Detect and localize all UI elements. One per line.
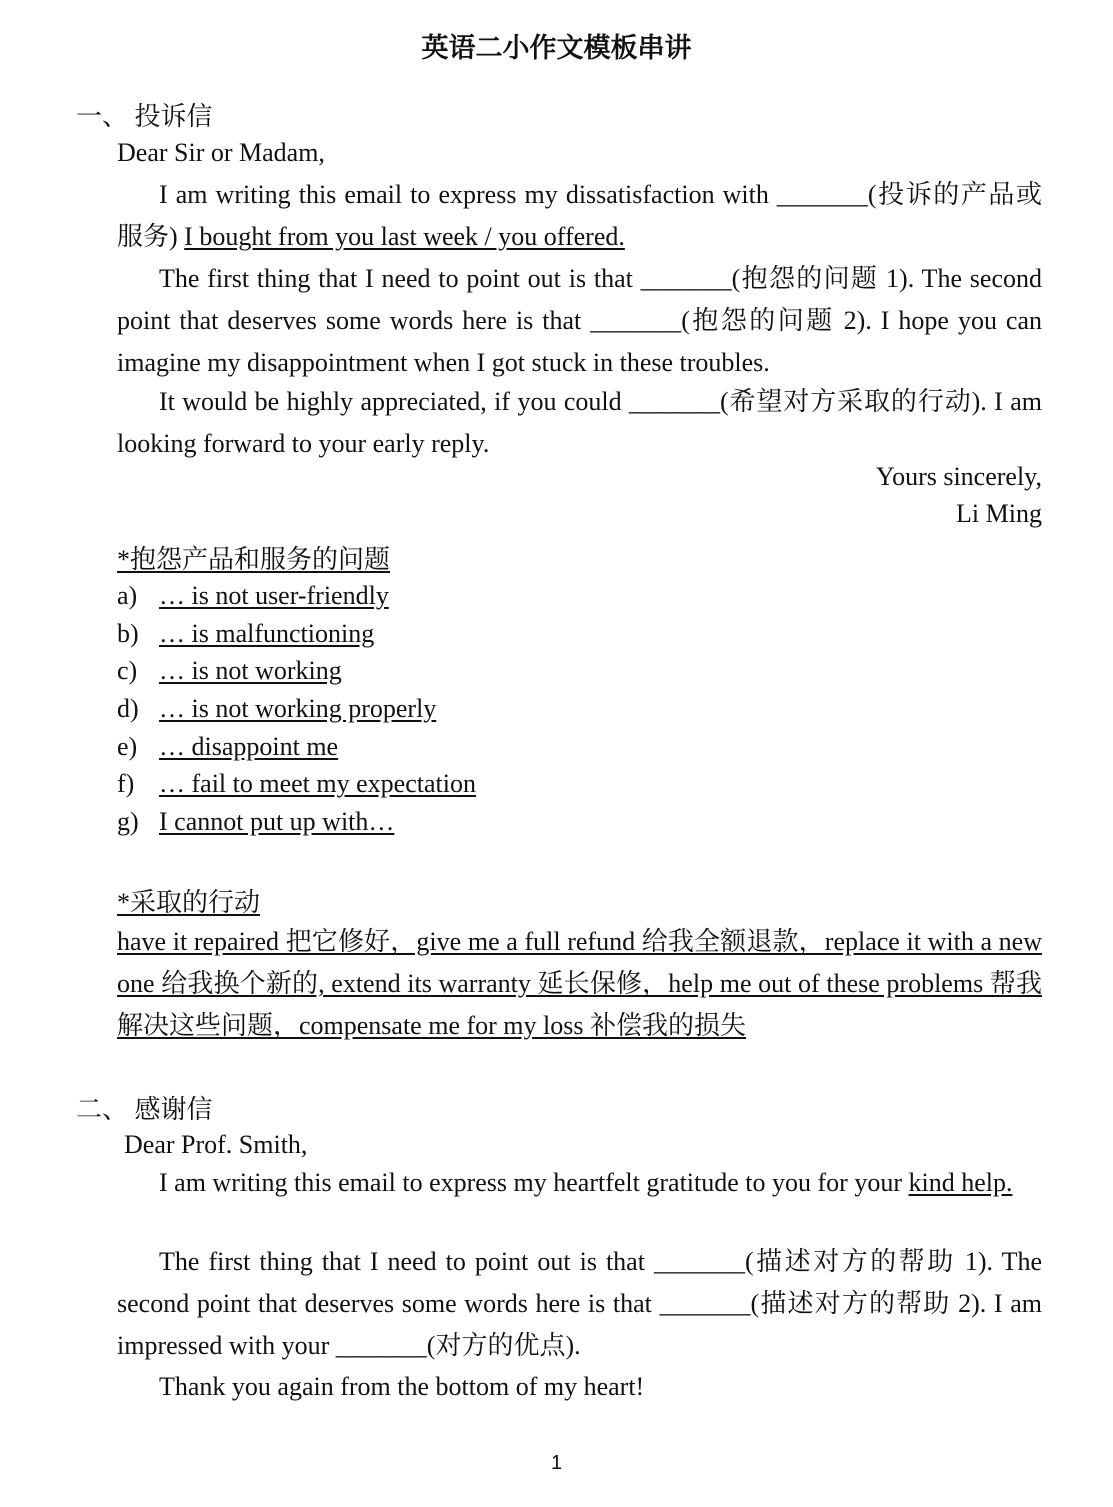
paragraph-text: The first thing that I need to point out is that _______(抱怨的问题 1). The second point that deserves some words here is that _______(抱怨的问题 2). I hope you can imagine my disappointment when I got stuck in these troubles. <box>117 264 1042 377</box>
actions-heading: *采取的行动 <box>117 888 261 917</box>
letter-paragraph-1 <box>117 174 1042 258</box>
letter-paragraph-2 <box>117 1241 1042 1367</box>
underlined-phrase: kind help. <box>908 1168 1013 1197</box>
list-item <box>117 690 476 728</box>
list-item-text: … disappoint me <box>159 731 339 761</box>
paragraph-text: I am writing this email to express my heartfelt gratitude to you for your <box>159 1168 909 1197</box>
problems-heading: *抱怨产品和服务的问题 <box>117 545 391 574</box>
list-item-text: … is malfunctioning <box>159 618 375 648</box>
page-title: 英语二小作文模板串讲 <box>421 33 692 63</box>
list-item-text: … is not working properly <box>159 694 437 724</box>
letter-paragraph-3 <box>117 1366 1042 1408</box>
list-item-text: … is not user-friendly <box>159 581 389 610</box>
list-item <box>117 803 476 841</box>
paragraph-text: It would be highly appreciated, if you could _______(希望对方采取的行动). I am looking forward to your early reply. <box>117 387 1042 458</box>
salutation: Dear Prof. Smith, <box>124 1130 308 1159</box>
section-heading-thanks: 二、 感谢信 <box>76 1095 213 1124</box>
list-item <box>117 615 476 653</box>
paragraph-text: I am writing this email to express my dissatisfaction with _______(投诉的产品或服务) <box>117 180 1042 251</box>
list-item-text: I cannot put up with… <box>159 807 395 837</box>
actions-text: have it repaired 把它修好，give me a full refund 给我全额退款，replace it with a new one 给我换个新的, extend its warranty 延长保修，help me out of these problems 帮我解决这些问题，compensate me for my loss 补偿我的损失 <box>117 927 1042 1040</box>
underlined-phrase: I bought from you last week / you offered. <box>184 222 625 251</box>
section-heading-complaint: 一、 投诉信 <box>76 102 213 131</box>
letter-paragraph-2 <box>117 258 1042 384</box>
list-marker: e) <box>117 731 138 761</box>
list-marker: g) <box>117 807 139 837</box>
problems-list <box>117 577 476 841</box>
page-number: 1 <box>550 1452 563 1474</box>
list-marker: b) <box>117 618 139 648</box>
list-marker: c) <box>117 656 138 686</box>
letter-paragraph-3 <box>117 381 1042 465</box>
list-item <box>117 652 476 690</box>
list-marker: f) <box>117 769 135 799</box>
paragraph-text: Thank you again from the bottom of my heart! <box>159 1372 645 1401</box>
list-item <box>117 577 476 615</box>
closing: Yours sincerely, <box>875 462 1042 491</box>
paragraph-text: The first thing that I need to point out is that _______(描述对方的帮助 1). The second point that deserves some words here is that _______(描述对方的帮助 2). I am impressed with your _______(对方的优点). <box>117 1247 1042 1360</box>
signature: Li Ming <box>956 499 1042 528</box>
list-item <box>117 765 476 803</box>
list-marker: d) <box>117 694 139 724</box>
list-item-text: … fail to meet my expectation <box>159 769 476 799</box>
list-item-text: … is not working <box>159 656 342 686</box>
list-item <box>117 728 476 766</box>
salutation: Dear Sir or Madam, <box>117 138 325 167</box>
letter-paragraph-1 <box>117 1163 1042 1202</box>
list-marker: a) <box>117 581 138 610</box>
